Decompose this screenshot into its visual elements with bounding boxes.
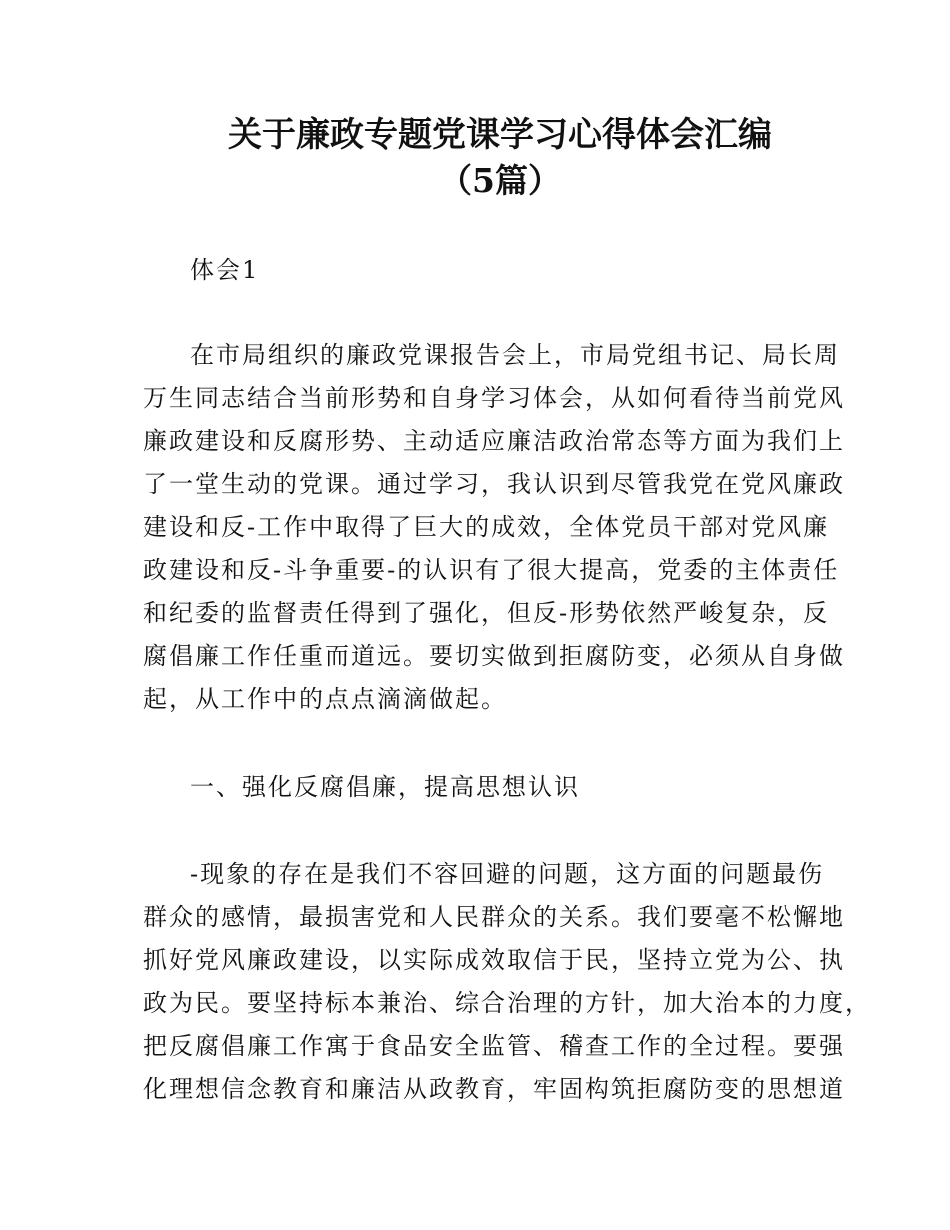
paragraph2-line: -现象的存在是我们不容回避的问题，这方面的问题最伤: [190, 860, 825, 888]
paragraph2-line: 政为民。要坚持标本兼治、综合治理的方针，加大治本的力度，: [143, 989, 871, 1017]
paragraph1-line: 起，从工作中的点点滴滴做起。: [143, 685, 507, 713]
section-heading: 一、强化反腐倡廉，提高思想认识: [190, 773, 580, 801]
paragraph1-line: 政建设和反-斗争重要-的认识有了很大提高，党委的主体责任: [143, 556, 840, 584]
paragraph1-line: 和纪委的监督责任得到了强化，但反-形势依然严峻复杂，反: [143, 599, 830, 627]
paragraph1-line: 了一堂生动的党课。通过学习，我认识到尽管我党在党风廉政: [143, 470, 845, 498]
paragraph1-line: 在市局组织的廉政党课报告会上，市局党组书记、局长周: [190, 341, 840, 369]
section-label: 体会1: [190, 256, 260, 284]
document-title: 关于廉政专题党课学习心得体会汇编: [228, 115, 772, 155]
paragraph2-line: 把反腐倡廉工作寓于食品安全监管、稽查工作的全过程。要强: [143, 1032, 845, 1060]
paragraph1-line: 腐倡廉工作任重而道远。要切实做到拒腐防变，必须从自身做: [143, 642, 845, 670]
paragraph2-line: 群众的感情，最损害党和人民群众的关系。我们要毫不松懈地: [143, 903, 845, 931]
paragraph2-line: 抓好党风廉政建设，以实际成效取信于民，坚持立党为公、执: [143, 946, 845, 974]
paragraph1-line: 廉政建设和反腐形势、主动适应廉洁政治常态等方面为我们上: [143, 427, 845, 455]
paragraph1-line: 建设和反-工作中取得了巨大的成效，全体党员干部对党风廉: [143, 513, 830, 541]
paragraph2-line: 化理想信念教育和廉洁从政教育，牢固构筑拒腐防变的思想道: [143, 1075, 845, 1103]
document-title-count: （5篇）: [439, 161, 561, 200]
paragraph1-line: 万生同志结合当前形势和自身学习体会，从如何看待当前党风: [143, 384, 845, 412]
